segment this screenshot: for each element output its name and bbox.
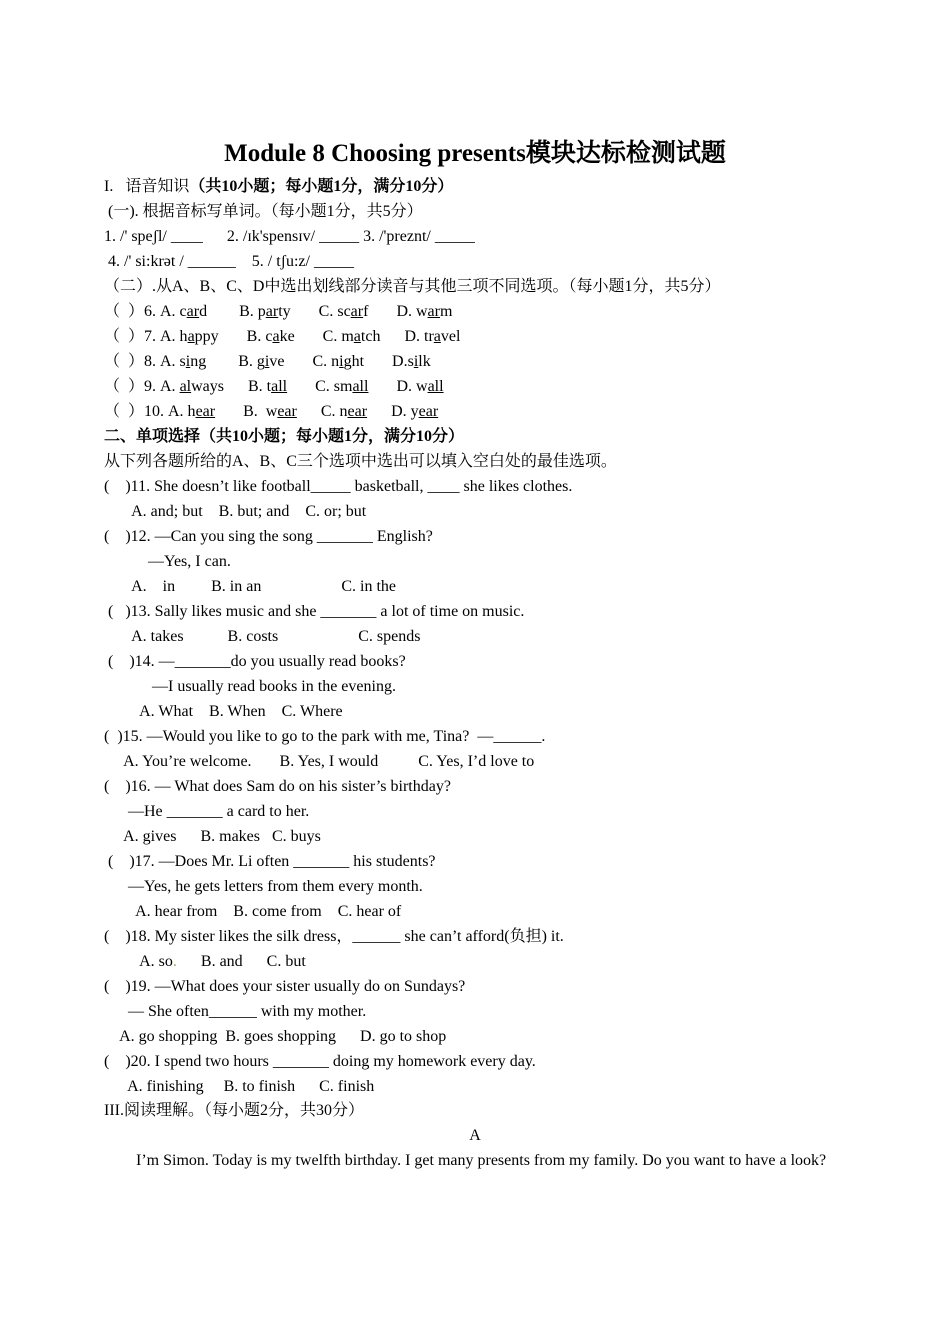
question-line: ( )12. —Can you sing the song _______ English? xyxy=(104,528,433,545)
question-line: —He _______ a card to her. xyxy=(104,803,310,820)
underlined-sound: a xyxy=(272,328,280,345)
question-line: —Yes, he gets letters from them every month. xyxy=(104,878,423,895)
section-2-instruction: 从下列各题所给的A、B、C三个选项中选出可以填入空白处的最佳选项。 xyxy=(104,453,617,470)
question-line: A. What B. When C. Where xyxy=(104,703,343,720)
q-text: ways B. t xyxy=(191,378,272,395)
q-text: ke C. m xyxy=(279,328,354,345)
phonics-q7 xyxy=(104,327,460,347)
passage-label: A xyxy=(469,1127,481,1144)
underlined-sound: ear xyxy=(347,403,368,420)
underlined-sound: ear xyxy=(195,403,216,420)
q-text: ty C. sc xyxy=(278,303,351,320)
question-line: ( )20. I spend two hours _______ doing my homework every day. xyxy=(104,1053,536,1070)
phonetic-q4-5: 4. /' si:krət / ______ 5. / tʃu:z/ _____ xyxy=(104,253,354,270)
q-text: B. w xyxy=(215,403,278,420)
question-line: A. takes B. costs C. spends xyxy=(104,628,421,645)
phonetic-q1-3: 1. /' speʃl/ ____ 2. /ɪk'spensɪv/ _____ 3. /'preznt/ _____ xyxy=(104,228,475,245)
q-text: tch D. tr xyxy=(360,328,434,345)
q-text: vel xyxy=(440,328,461,345)
question-line: —Yes, I can. xyxy=(104,553,231,570)
q-prefix: （ ）6. A. c xyxy=(104,303,187,320)
underlined-sound: ear xyxy=(277,403,297,420)
section-3-heading: III.阅读理解。（每小题2分，共30分） xyxy=(104,1102,364,1119)
underlined-sound: a xyxy=(433,328,441,345)
question-line: ( )18. My sister likes the silk dress，______ she can’t afford(负担) it. xyxy=(104,928,564,945)
q18-option-a: A. so xyxy=(104,953,173,970)
underlined-sound: ear xyxy=(418,403,439,420)
underlined-sound: i xyxy=(413,353,419,370)
question-line: A. in B. in an C. in the xyxy=(104,578,396,595)
underlined-sound: ar xyxy=(350,303,364,320)
question-line: ( )19. —What does your sister usually do on Sundays? xyxy=(104,978,466,995)
question-line: ( )11. She doesn’t like football_____ basketball, ____ she likes clothes. xyxy=(104,478,573,495)
q-text: m xyxy=(439,303,453,320)
question-line xyxy=(104,952,306,972)
underlined-sound: i xyxy=(264,353,270,370)
q-prefix: （ ）7. A. h xyxy=(104,328,188,345)
section-2-heading: 二、单项选择（共10小题；每小题1分，满分10分） xyxy=(104,428,465,445)
q-text: f D. w xyxy=(363,303,428,320)
phonics-q9 xyxy=(104,377,444,397)
q-text: d B. p xyxy=(199,303,266,320)
question-line: ( )14. —_______do you usually read books? xyxy=(104,653,406,670)
q-text: ppy B. c xyxy=(194,328,273,345)
underlined-sound: all xyxy=(427,378,444,395)
stray-dot: . xyxy=(172,953,177,970)
question-line: A. hear from B. come from C. hear of xyxy=(104,903,402,920)
section-1-heading xyxy=(104,177,453,197)
phonics-q8 xyxy=(104,352,431,372)
question-line: A. go shopping B. goes shopping D. go to shop xyxy=(104,1028,447,1045)
question-line: A. gives B. makes C. buys xyxy=(104,828,321,845)
q-text: ght D.s xyxy=(343,353,414,370)
question-line: A. You’re welcome. B. Yes, I would C. Yes, I’d love to xyxy=(104,753,535,770)
question-line: A. and; but B. but; and C. or; but xyxy=(104,503,367,520)
q-text: ng B. g xyxy=(190,353,265,370)
q-text: lk xyxy=(418,353,431,370)
question-line: —I usually read books in the evening. xyxy=(104,678,396,695)
underlined-sound: i xyxy=(185,353,191,370)
q-text: D. y xyxy=(367,403,419,420)
question-line: — She often______ with my mother. xyxy=(104,1003,367,1020)
subsection-1: (一). 根据音标写单词。（每小题1分，共5分） xyxy=(104,203,423,220)
underlined-sound: ar xyxy=(427,303,440,320)
section-1-heading-label: I. 语音知识 xyxy=(104,178,190,195)
q-prefix: （ ）10. A. h xyxy=(104,403,196,420)
question-line: ( )15. —Would you like to go to the park with me, Tina? —______. xyxy=(104,728,546,745)
question-line: A. finishing B. to finish C. finish xyxy=(104,1078,375,1095)
q-text: C. n xyxy=(296,403,348,420)
underlined-sound: al xyxy=(179,378,192,395)
underlined-sound: a xyxy=(187,328,195,345)
underlined-sound: i xyxy=(339,353,344,370)
q-prefix: （ ）8. A. s xyxy=(104,353,186,370)
subsection-2: （二）.从A、B、C、D中选出划线部分读音与其他三项不同选项。（每小题1分，共5分） xyxy=(104,278,721,295)
page-title: Module 8 Choosing presents模块达标检测试题 xyxy=(224,140,726,167)
underlined-sound: ar xyxy=(186,303,200,320)
q-prefix: （ ）9. A. xyxy=(104,378,180,395)
q18-options-bc: B. and C. but xyxy=(176,953,306,970)
phonics-q6 xyxy=(104,302,452,322)
q-text: C. sm xyxy=(287,378,353,395)
q-text: ve C. n xyxy=(269,353,340,370)
underlined-sound: all xyxy=(352,378,369,395)
q-text: D. w xyxy=(368,378,428,395)
section-1-heading-score: （共10小题；每小题1分，满分10分） xyxy=(189,178,454,195)
underlined-sound: a xyxy=(353,328,361,345)
underlined-sound: all xyxy=(271,378,288,395)
passage-text: I’m Simon. Today is my twelfth birthday. I get many presents from my family. Do you want to have a look? xyxy=(136,1152,827,1169)
question-line: ( )17. —Does Mr. Li often _______ his students? xyxy=(104,853,436,870)
question-line: ( )16. — What does Sam do on his sister’s birthday? xyxy=(104,778,451,795)
question-line: ( )13. Sally likes music and she _______ a lot of time on music. xyxy=(104,603,525,620)
underlined-sound: ar xyxy=(265,303,279,320)
phonics-q10 xyxy=(104,402,438,422)
